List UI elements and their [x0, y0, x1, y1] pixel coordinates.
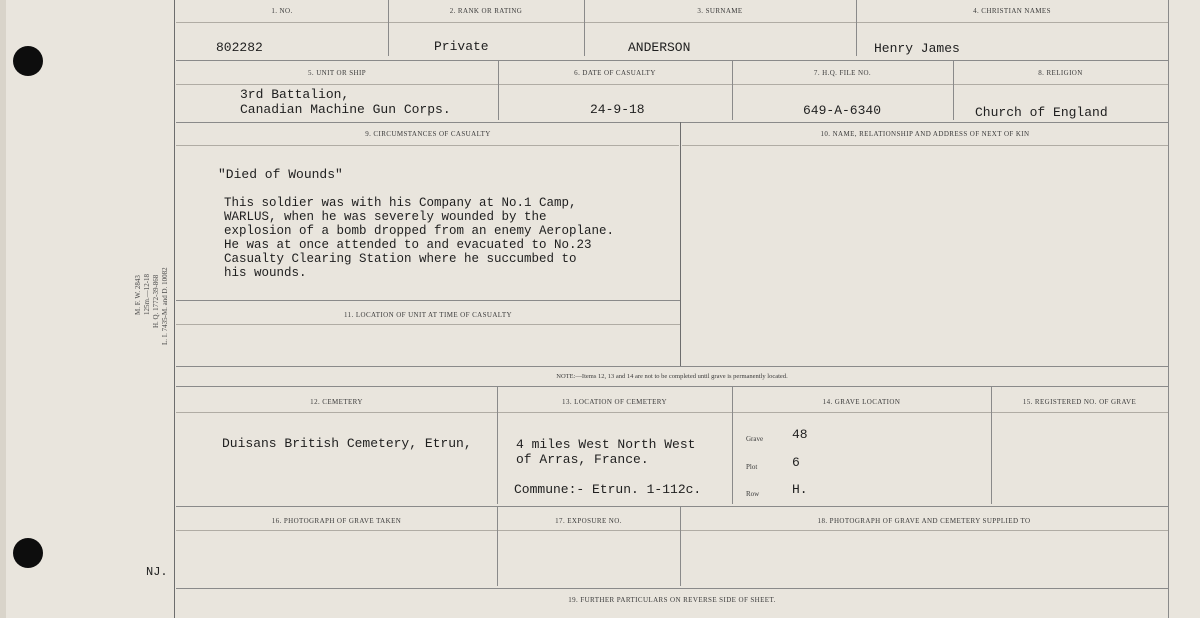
header-location-of-unit: 11. LOCATION OF UNIT AT TIME OF CASUALTY — [344, 311, 512, 319]
unit-line-2: Canadian Machine Gun Corps. — [240, 102, 451, 117]
row2-top-rule — [176, 60, 1168, 61]
row3-top-rule — [176, 122, 1168, 123]
header-unit: 5. UNIT OR SHIP — [308, 69, 366, 77]
circumstances-header-rule — [176, 145, 679, 146]
unit-line-1: 3rd Battalion, — [240, 87, 350, 102]
cemetery-location-line-2: of Arras, France. — [516, 452, 649, 467]
circumstances-line-5: Casualty Clearing Station where he succumbed to — [224, 252, 577, 266]
circumstances-title: "Died of Wounds" — [218, 167, 343, 182]
plot-number: 6 — [792, 455, 800, 470]
side-print-line1: M. F. W. 2843 — [134, 275, 142, 315]
header-file-no: 7. H.Q. FILE NO. — [813, 69, 872, 77]
row1-header-rule — [176, 22, 1168, 23]
location-top-rule — [176, 300, 680, 301]
plot-label: Plot — [746, 463, 758, 471]
christian-names: Henry James — [874, 41, 960, 56]
row3-divider — [680, 122, 681, 366]
header-grave-location: 14. GRAVE LOCATION — [822, 398, 901, 406]
row4-header-rule — [176, 412, 1168, 413]
grave-label: Grave — [746, 435, 764, 443]
cemetery-location-line-1: 4 miles West North West — [516, 437, 696, 452]
surname: ANDERSON — [628, 40, 691, 55]
cemetery-name: Duisans British Cemetery, Etrun, — [222, 436, 472, 451]
margin-mark: NJ. — [146, 565, 168, 579]
left-border — [174, 0, 175, 618]
footer-note: 19. FURTHER PARTICULARS ON REVERSE SIDE OF SHEET. — [568, 596, 776, 604]
footer-rule — [176, 588, 1168, 589]
side-print-line2: 125m.—12-18 — [143, 273, 151, 315]
header-rank: 2. RANK OR RATING — [449, 7, 523, 15]
row2-header-rule — [176, 84, 1168, 85]
next-of-kin-header-rule — [682, 145, 1168, 146]
header-date: 6. DATE OF CASUALTY — [574, 69, 656, 77]
right-border — [1168, 0, 1169, 618]
circumstances-line-6: his wounds. — [224, 266, 307, 280]
rank: Private — [434, 39, 489, 54]
header-circumstances: 9. CIRCUMSTANCES OF CASUALTY — [365, 130, 491, 138]
side-print-line3: H. Q. 1772-39-868 — [152, 274, 160, 328]
circumstances-line-2: WARLUS, when he was severely wounded by the — [224, 210, 547, 224]
note-top-rule — [176, 366, 1168, 367]
commune: Commune:- Etrun. 1-112c. — [514, 482, 702, 497]
header-photograph-supplied: 18. PHOTOGRAPH OF GRAVE AND CEMETERY SUPPLIED TO — [817, 517, 1031, 525]
card-edge — [0, 0, 6, 618]
row-label: Row — [746, 490, 760, 498]
circumstances-line-1: This soldier was with his Company at No.1 Camp, — [224, 196, 577, 210]
side-print-line4: L. I. 7435-M. and D. 10082 — [161, 267, 169, 345]
note: NOTE:—Items 12, 13 and 14 are not to be completed until grave is permanently located. — [556, 373, 788, 380]
circumstances-line-3: explosion of a bomb dropped from an enemy Aeroplane. — [224, 224, 615, 238]
row5-header-rule — [176, 530, 1168, 531]
header-cemetery: 12. CEMETERY — [310, 398, 363, 406]
header-location-of-cemetery: 13. LOCATION OF CEMETERY — [562, 398, 667, 406]
header-exposure-no: 17. EXPOSURE NO. — [555, 517, 622, 525]
header-next-of-kin: 10. NAME, RELATIONSHIP AND ADDRESS OF NEXT OF KIN — [820, 130, 1030, 138]
religion: Church of England — [975, 105, 1108, 120]
hq-file-no: 649-A-6340 — [803, 103, 882, 118]
location-header-rule — [176, 324, 680, 325]
header-no: 1. NO. — [271, 7, 293, 15]
row4-top-rule — [176, 386, 1168, 387]
header-registered-no: 15. REGISTERED NO. OF GRAVE — [1022, 398, 1137, 406]
circumstances-line-4: He was at once attended to and evacuated to No.23 — [224, 238, 592, 252]
row-value: H. — [792, 482, 808, 497]
punch-hole-top — [13, 46, 43, 76]
date-of-casualty: 24-9-18 — [590, 102, 645, 117]
header-surname: 3. SURNAME — [697, 7, 743, 15]
grave-number: 48 — [792, 427, 808, 442]
header-christian-names: 4. CHRISTIAN NAMES — [973, 7, 1051, 15]
row5-top-rule — [176, 506, 1168, 507]
header-photograph-taken: 16. PHOTOGRAPH OF GRAVE TAKEN — [271, 517, 402, 525]
punch-hole-bottom — [13, 538, 43, 568]
header-religion: 8. RELIGION — [1038, 69, 1083, 77]
service-number: 802282 — [216, 40, 263, 55]
